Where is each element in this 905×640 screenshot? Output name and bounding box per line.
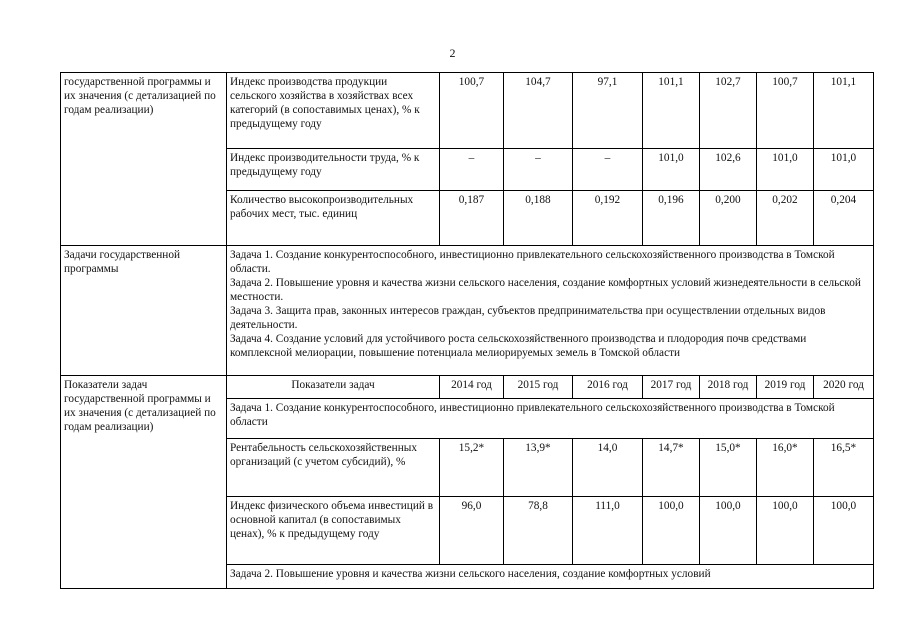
value-cell: 101,0 <box>814 149 874 191</box>
value-cell: 102,7 <box>700 73 757 149</box>
section-label: Показатели задач государственной программы и их значения (с детализацией по годам реализации) <box>61 376 227 589</box>
value-cell: 100,7 <box>757 73 814 149</box>
value-cell: 0,187 <box>440 191 504 246</box>
value-cell: 96,0 <box>440 497 504 565</box>
value-cell: 101,1 <box>814 73 874 149</box>
value-cell: 101,1 <box>643 73 700 149</box>
indicator-name: Индекс производства продукции сельского хозяйства в хозяйствах всех категорий (в сопоставимых ценах), % к предыдущему году <box>227 73 440 149</box>
page-number: 2 <box>449 46 456 60</box>
value-cell: – <box>504 149 573 191</box>
column-header: Показатели задач <box>227 376 440 399</box>
value-cell: 100,0 <box>757 497 814 565</box>
value-cell: 102,6 <box>700 149 757 191</box>
indicator-name: Рентабельность сельскохозяйственных организаций (с учетом субсидий), % <box>227 439 440 497</box>
value-cell: 15,2* <box>440 439 504 497</box>
value-cell: – <box>440 149 504 191</box>
value-cell: – <box>573 149 643 191</box>
value-cell: 100,7 <box>440 73 504 149</box>
value-cell: 14,7* <box>643 439 700 497</box>
value-cell: 0,200 <box>700 191 757 246</box>
value-cell: 0,204 <box>814 191 874 246</box>
indicator-name: Индекс производительности труда, % к предыдущему году <box>227 149 440 191</box>
value-cell: 13,9* <box>504 439 573 497</box>
year-header: 2017 год <box>643 376 700 399</box>
year-header: 2018 год <box>700 376 757 399</box>
value-cell: 16,0* <box>757 439 814 497</box>
value-cell: 100,0 <box>643 497 700 565</box>
value-cell: 100,0 <box>814 497 874 565</box>
value-cell: 78,8 <box>504 497 573 565</box>
task-item: Задача 1. Создание конкурентоспособного, инвестиционно привлекательного сельскохозяйственного производства в Томской области. <box>230 249 835 275</box>
year-header: 2014 год <box>440 376 504 399</box>
value-cell: 0,202 <box>757 191 814 246</box>
value-cell: 97,1 <box>573 73 643 149</box>
value-cell: 111,0 <box>573 497 643 565</box>
value-cell: 101,0 <box>643 149 700 191</box>
program-table <box>60 72 874 589</box>
section-label: государственной программы и их значения (с детализацией по годам реализации) <box>61 73 227 246</box>
year-header: 2019 год <box>757 376 814 399</box>
year-header: 2016 год <box>573 376 643 399</box>
value-cell: 101,0 <box>757 149 814 191</box>
year-header: 2015 год <box>504 376 573 399</box>
task-item: Задача 4. Создание условий для устойчивого роста сельскохозяйственного производства и плодородия почв средствами комплексной мелиорации, повышение потенциала мелиорируемых земель в Томской области <box>230 333 807 359</box>
header-row <box>61 376 874 399</box>
table-row <box>61 246 874 376</box>
year-header: 2020 год <box>814 376 874 399</box>
task-heading: Задача 2. Повышение уровня и качества жизни сельского населения, создание комфортных условий <box>227 565 874 589</box>
section-label: Задачи государственной программы <box>61 246 227 376</box>
value-cell: 15,0* <box>700 439 757 497</box>
value-cell: 16,5* <box>814 439 874 497</box>
task-heading: Задача 1. Создание конкурентоспособного, инвестиционно привлекательного сельскохозяйственного производства в Томской области <box>227 399 874 439</box>
indicator-name: Индекс физического объема инвестиций в основной капитал (в сопоставимых ценах), % к предыдущему году <box>227 497 440 565</box>
value-cell: 0,196 <box>643 191 700 246</box>
value-cell: 100,0 <box>700 497 757 565</box>
value-cell: 104,7 <box>504 73 573 149</box>
tasks-list <box>227 246 874 376</box>
value-cell: 0,192 <box>573 191 643 246</box>
task-item: Задача 3. Защита прав, законных интересов граждан, субъектов предпринимательства при осуществлении отдельных видов деятельности. <box>230 305 826 331</box>
task-item: Задача 2. Повышение уровня и качества жизни сельского населения, создание комфортных условий жизнедеятельности в сельской местности. <box>230 277 861 303</box>
table-row <box>61 73 874 149</box>
value-cell: 14,0 <box>573 439 643 497</box>
value-cell: 0,188 <box>504 191 573 246</box>
indicator-name: Количество высокопроизводительных рабочих мест, тыс. единиц <box>227 191 440 246</box>
